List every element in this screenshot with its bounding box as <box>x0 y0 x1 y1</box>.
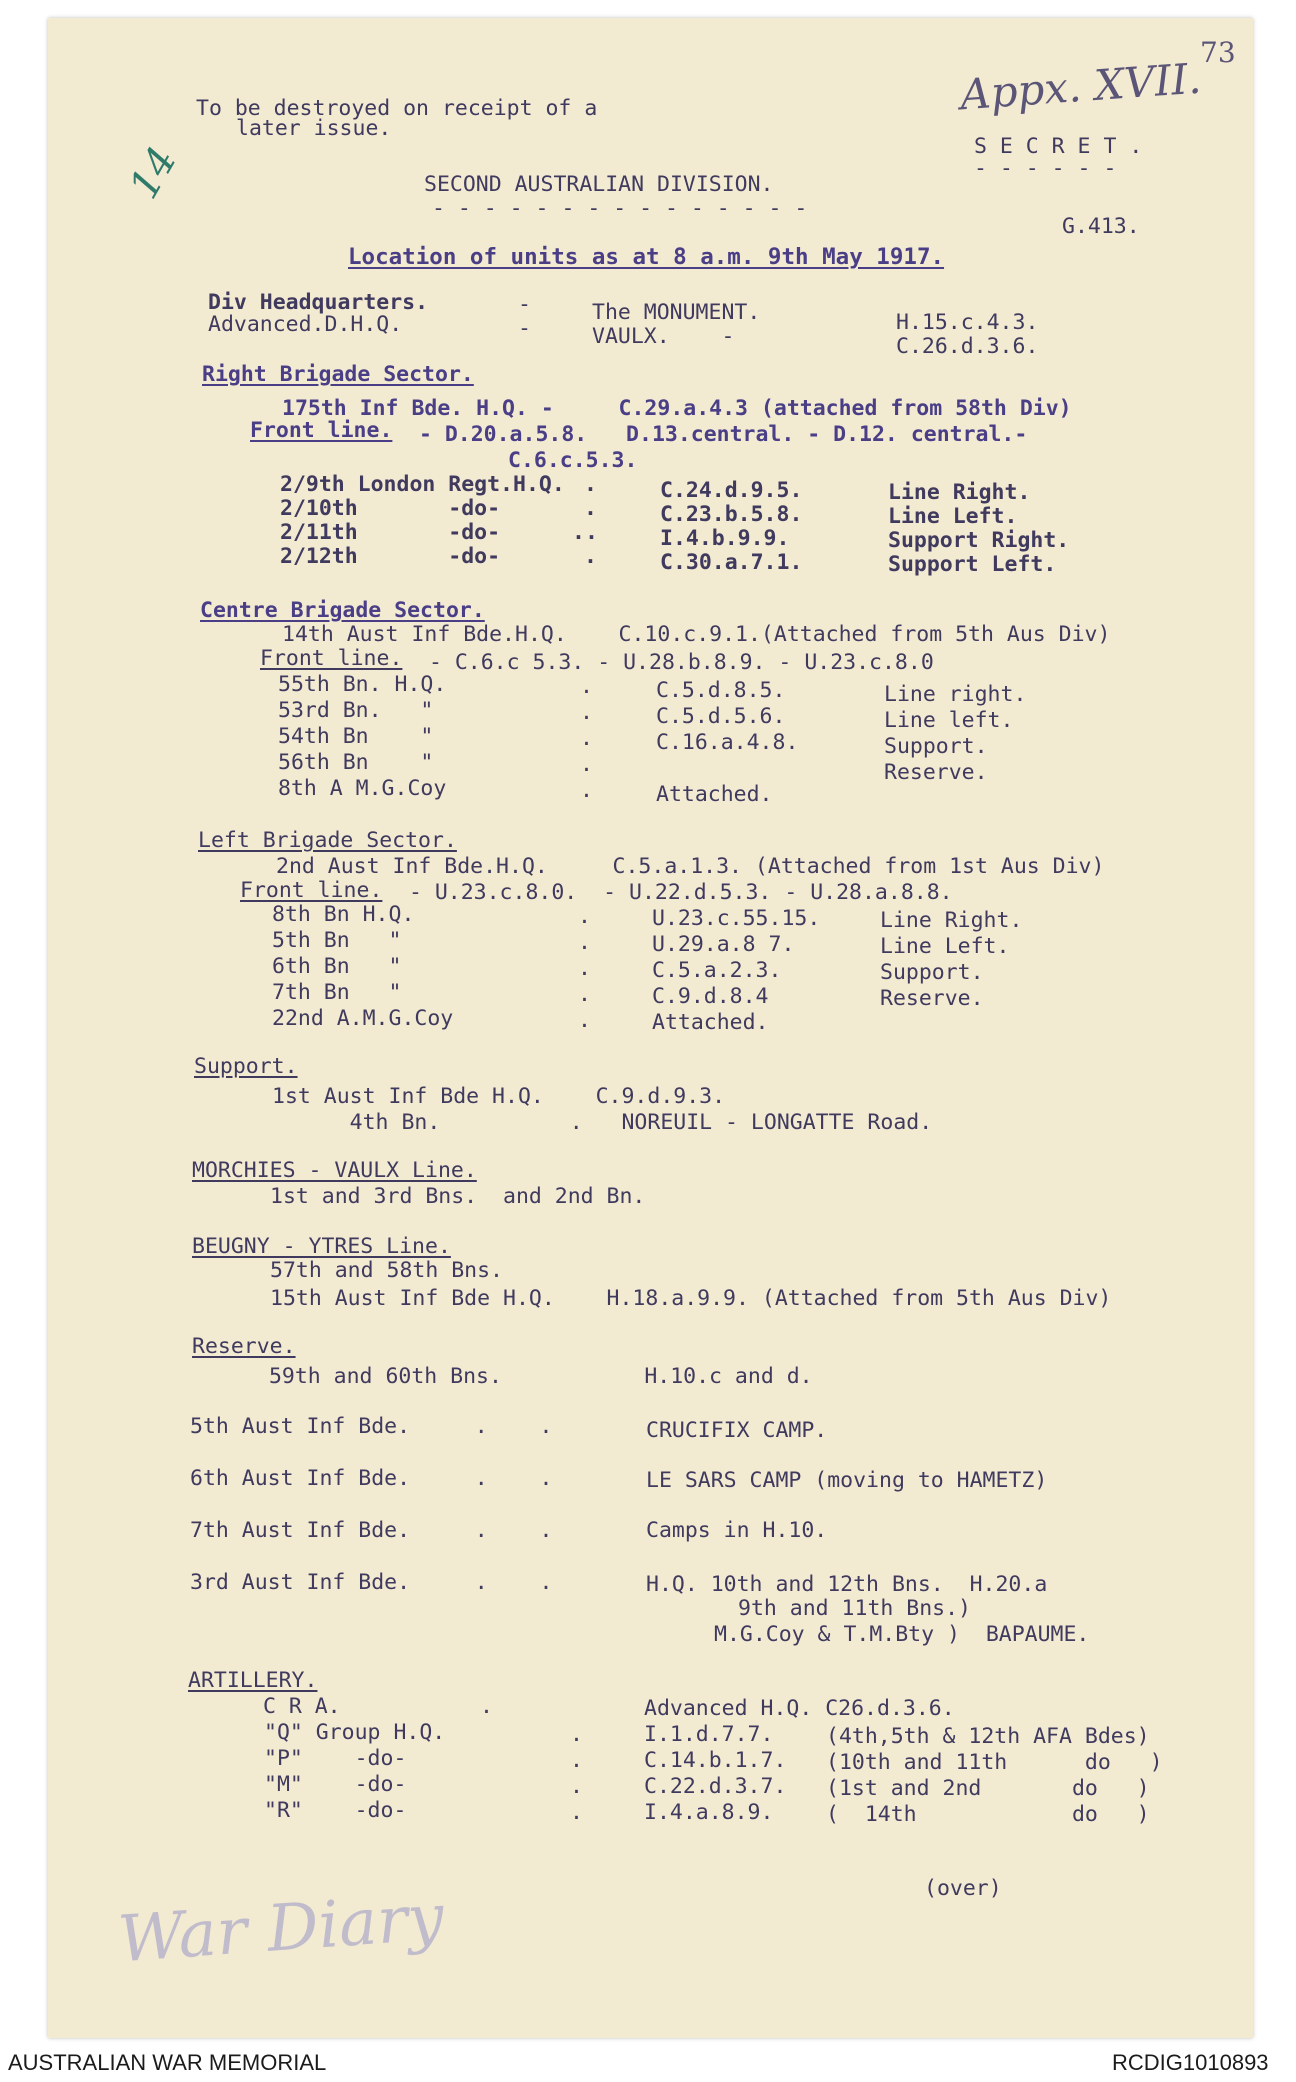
centre-unit-d: Line right. <box>884 682 1027 707</box>
artillery-row-a: "R" -do- <box>264 1798 407 1823</box>
left-unit-d: Line Right. <box>880 908 1023 933</box>
centre-unit-a: 56th Bn " <box>278 750 434 775</box>
hq-row-c: The MONUMENT. <box>592 300 761 325</box>
right-unit-c: C.23.b.5.8. <box>660 502 803 527</box>
reserve-row-4c: M.G.Coy & T.M.Bty ) BAPAUME. <box>714 1622 1090 1647</box>
left-unit-b: . <box>578 982 591 1007</box>
artillery-row-b: . <box>570 1774 583 1799</box>
support-heading: Support. <box>194 1054 298 1079</box>
artillery-row-a: "P" -do- <box>264 1746 407 1771</box>
centre-unit-b: . <box>580 752 593 777</box>
hq-row-d: C.26.d.3.6. <box>896 334 1039 359</box>
artillery-row-c: Advanced H.Q. C26.d.3.6. <box>644 1696 955 1721</box>
hq-row-c: VAULX. - <box>592 324 735 349</box>
left-unit-c: U.29.a.8 7. <box>652 932 795 957</box>
left-unit-a: 22nd A.M.G.Coy <box>272 1006 454 1031</box>
right-front-label: Front line. <box>250 418 393 443</box>
destroy-note-line-2: later issue. <box>236 116 392 141</box>
beugny-heading: BEUGNY - YTRES Line. <box>192 1234 451 1259</box>
artillery-row-a: C R A. <box>250 1694 341 1719</box>
left-unit-c: C.9.d.8.4 <box>652 984 769 1009</box>
left-unit-a: 6th Bn " <box>272 954 402 979</box>
right-unit-a: 2/10th -do- <box>280 496 501 521</box>
left-unit-b: . <box>578 930 591 955</box>
right-unit-d: Support Left. <box>888 552 1057 577</box>
right-unit-c: C.24.d.9.5. <box>660 478 803 503</box>
artillery-heading: ARTILLERY. <box>188 1668 318 1693</box>
destroy-note-line-1: To be destroyed on receipt of a <box>196 96 598 121</box>
artillery-row-a: "M" -do- <box>264 1772 407 1797</box>
right-unit-d: Line Right. <box>888 480 1031 505</box>
centre-front-line: - C.6.c 5.3. - U.28.b.8.9. - U.23.c.8.0 <box>416 650 934 675</box>
right-unit-a: 2/12th -do- <box>280 544 501 569</box>
reference-number: G.413. <box>1062 214 1140 239</box>
left-front-line: - U.23.c.8.0. - U.22.d.5.3. - U.28.a.8.8. <box>396 880 953 905</box>
centre-unit-d: Reserve. <box>884 760 988 785</box>
morchies-heading: MORCHIES - VAULX Line. <box>192 1158 477 1183</box>
left-unit-b: . <box>578 956 591 981</box>
appendix-annotation: Appx. XVII. <box>958 53 1203 120</box>
right-unit-a: 2/9th London Regt.H.Q. <box>280 472 565 497</box>
centre-unit-a: 55th Bn. H.Q. <box>278 672 447 697</box>
beugny-line-2: 15th Aust Inf Bde H.Q. H.18.a.9.9. (Attached from 5th Aus Div) <box>270 1286 1112 1311</box>
hq-row-a: Div Headquarters. <box>208 290 429 315</box>
right-unit-c: C.30.a.7.1. <box>660 550 803 575</box>
reserve-row-a: 5th Aust Inf Bde. . . <box>190 1414 553 1439</box>
centre-unit-c: C.16.a.4.8. <box>656 730 799 755</box>
reserve-heading: Reserve. <box>192 1334 296 1359</box>
reserve-row-c: CRUCIFIX CAMP. <box>646 1418 828 1443</box>
right-brigade-hq: 175th Inf Bde. H.Q. - C.29.a.4.3 (attached from 58th Div) <box>282 396 1072 421</box>
left-unit-c: C.5.a.2.3. <box>652 958 782 983</box>
left-brigade-hq: 2nd Aust Inf Bde.H.Q. C.5.a.1.3. (Attached from 1st Aus Div) <box>276 854 1105 879</box>
footer-id: RCDIG1010893 <box>1112 2050 1269 2075</box>
centre-unit-a: 54th Bn " <box>278 724 434 749</box>
right-unit-d: Support Right. <box>888 528 1070 553</box>
left-unit-c: U.23.c.55.15. <box>652 906 821 931</box>
division-title: SECOND AUSTRALIAN DIVISION. <box>424 172 774 197</box>
right-unit-a: 2/11th -do- <box>280 520 501 545</box>
left-unit-c: Attached. <box>652 1010 769 1035</box>
centre-unit-a: 8th A M.G.Coy <box>278 776 447 801</box>
right-unit-b: . <box>584 544 597 569</box>
centre-unit-d: Support. <box>884 734 988 759</box>
centre-unit-b: . <box>580 726 593 751</box>
hq-row-a: Advanced.D.H.Q. <box>208 312 403 337</box>
reserve-row-c: Camps in H.10. <box>646 1518 828 1543</box>
left-unit-a: 8th Bn H.Q. <box>272 902 415 927</box>
centre-unit-d: Line left. <box>884 708 1014 733</box>
centre-sector-heading: Centre Brigade Sector. <box>200 598 485 623</box>
secret-dashes: - - - - - - <box>974 156 1117 181</box>
reserve-row-c: H.Q. 10th and 12th Bns. H.20.a <box>646 1572 1048 1597</box>
artillery-row-a: "Q" Group H.Q. <box>264 1720 446 1745</box>
reserve-row-4b: 9th and 11th Bns.) <box>738 1596 971 1621</box>
reserve-line-1: 59th and 60th Bns. H.10.c and d. <box>256 1364 813 1389</box>
artillery-row-b: . <box>570 1748 583 1773</box>
right-unit-b: . <box>584 496 597 521</box>
hq-row-d: H.15.c.4.3. <box>896 310 1039 335</box>
centre-unit-c: C.5.d.8.5. <box>656 678 786 703</box>
right-front-line-2: C.6.c.5.3. <box>508 448 638 473</box>
document-title: Location of units as at 8 a.m. 9th May 1917. <box>348 244 945 270</box>
reserve-row-a: 6th Aust Inf Bde. . . <box>190 1466 553 1491</box>
left-unit-d: Support. <box>880 960 984 985</box>
page-number: 73 <box>1200 36 1236 69</box>
support-line-2: 4th Bn. . NOREUIL - LONGATTE Road. <box>272 1110 933 1135</box>
centre-unit-b: . <box>580 674 593 699</box>
folio-number: 14 <box>120 139 187 207</box>
secret-label: S E C R E T . <box>974 134 1143 159</box>
right-unit-c: I.4.b.9.9. <box>660 526 790 551</box>
left-front-label: Front line. <box>240 878 383 903</box>
centre-unit-b: . <box>580 700 593 725</box>
morchies-line-1: 1st and 3rd Bns. and 2nd Bn. <box>270 1184 646 1209</box>
centre-unit-c: C.5.d.5.6. <box>656 704 786 729</box>
artillery-row-c: C.22.d.3.7. <box>644 1774 787 1799</box>
left-unit-a: 7th Bn " <box>272 980 402 1005</box>
artillery-row-d: (10th and 11th do ) <box>826 1750 1163 1775</box>
left-unit-b: . <box>578 904 591 929</box>
reserve-row-a: 3rd Aust Inf Bde. . . <box>190 1570 553 1595</box>
artillery-row-d: (4th,5th & 12th AFA Bdes) <box>826 1724 1150 1749</box>
artillery-row-c: I.4.a.8.9. <box>644 1800 774 1825</box>
right-unit-b: . <box>584 472 597 497</box>
right-front-line: - D.20.a.5.8. D.13.central. - D.12. central.- <box>406 422 1028 447</box>
hq-row-b: - <box>518 292 531 317</box>
left-unit-b: . <box>578 1008 591 1033</box>
footer-source: AUSTRALIAN WAR MEMORIAL <box>8 2050 327 2075</box>
artillery-row-b: . <box>570 1722 583 1747</box>
artillery-row-d: (1st and 2nd do ) <box>826 1776 1150 1801</box>
right-unit-b: .. <box>572 520 598 545</box>
centre-front-label: Front line. <box>260 646 403 671</box>
left-unit-d: Reserve. <box>880 986 984 1011</box>
artillery-row-b: . <box>480 1694 493 1719</box>
right-unit-d: Line Left. <box>888 504 1018 529</box>
artillery-row-c: I.1.d.7.7. <box>644 1722 774 1747</box>
division-underline: - - - - - - - - - - - - - - - <box>432 196 808 221</box>
left-sector-heading: Left Brigade Sector. <box>198 828 457 853</box>
support-line-1: 1st Aust Inf Bde H.Q. C.9.d.9.3. <box>272 1084 726 1109</box>
war-diary-annotation: War Diary <box>115 1880 447 1978</box>
artillery-row-c: C.14.b.1.7. <box>644 1748 787 1773</box>
hq-row-b: - <box>518 316 531 341</box>
right-sector-heading: Right Brigade Sector. <box>202 362 474 387</box>
centre-unit-c: Attached. <box>656 782 773 807</box>
over-note: (over) <box>924 1876 1002 1901</box>
centre-unit-b: . <box>580 778 593 803</box>
artillery-row-b: . <box>570 1800 583 1825</box>
centre-unit-a: 53rd Bn. " <box>278 698 434 723</box>
centre-brigade-hq: 14th Aust Inf Bde.H.Q. C.10.c.9.1.(Attached from 5th Aus Div) <box>282 622 1111 647</box>
reserve-row-a: 7th Aust Inf Bde. . . <box>190 1518 553 1543</box>
left-unit-a: 5th Bn " <box>272 928 402 953</box>
left-unit-d: Line Left. <box>880 934 1010 959</box>
artillery-row-d: ( 14th do ) <box>826 1802 1150 1827</box>
reserve-row-c: LE SARS CAMP (moving to HAMETZ) <box>646 1468 1048 1493</box>
beugny-line-1: 57th and 58th Bns. <box>270 1258 503 1283</box>
